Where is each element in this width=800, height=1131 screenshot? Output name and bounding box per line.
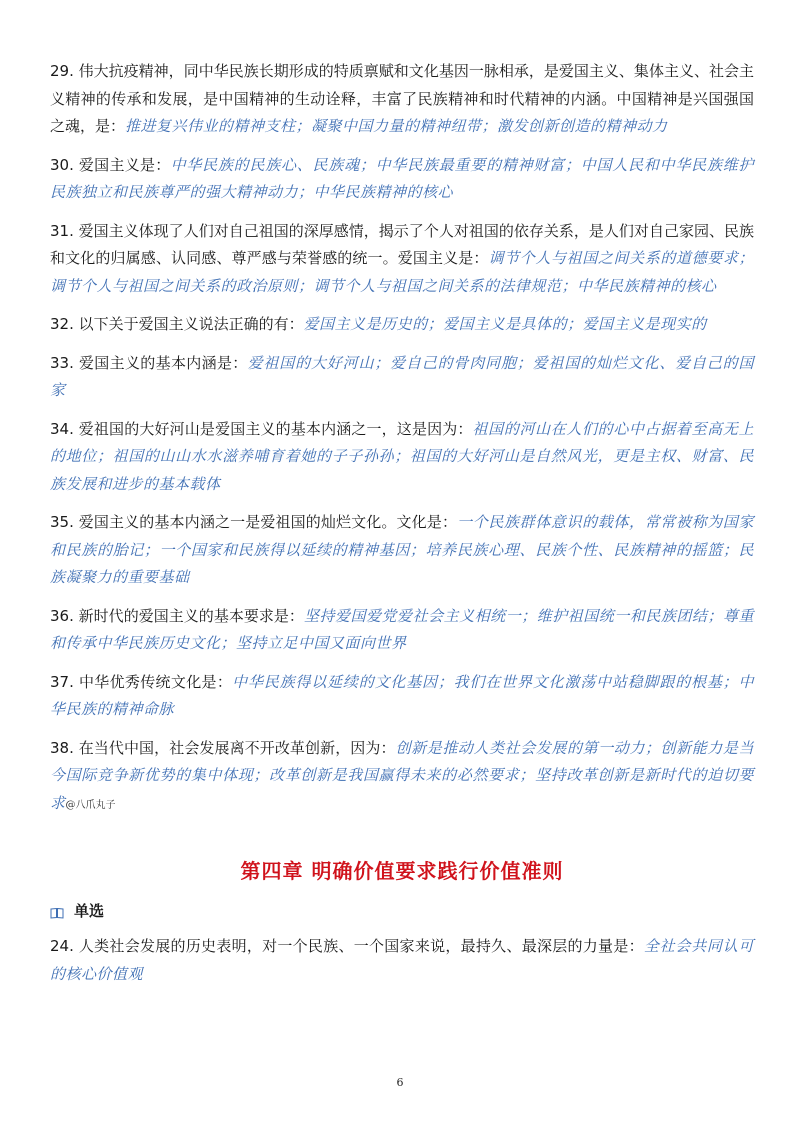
qa-item-38: [50, 735, 754, 820]
answer-text: 一个民族群体意识的载体，常常被称为国家和民族的胎记；一个国家和民族得以延续的精神基因；培养民族心理、民族个性、民族精神的摇篮；民族凝聚力的重要基础: [50, 513, 754, 586]
qa-item-37: [50, 669, 754, 724]
qa-item-30: [50, 152, 754, 207]
answer-text: 中华民族的民族心、民族魂；中华民族最重要的精神财富；中国人民和中华民族维护民族独立和民族尊严的强大精神动力；中华民族精神的核心: [50, 155, 754, 201]
question-text: 35. 爱国主义的基本内涵之一是爱祖国的灿烂文化。文化是：: [50, 513, 458, 531]
watermark-text: @八爪丸子: [65, 799, 116, 811]
question-text: 24. 人类社会发展的历史表明，对一个民族、一个国家来说，最持久、最深层的力量是：: [50, 937, 644, 955]
section-heading: [50, 900, 754, 921]
answer-text: 爱祖国的大好河山；爱自己的骨肉同胞；爱祖国的灿烂文化、爱自己的国家: [50, 353, 754, 399]
document-page: [50, 58, 754, 999]
question-text: 29. 伟大抗疫精神，同中华民族长期形成的特质禀赋和文化基因一脉相承，是爱国主义、集体主义、社会主义精神的传承和发展，是中国精神的生动诠释，丰富了民族精神和时代精神的内涵。中国精神是兴国强国之魂，是：: [50, 62, 754, 135]
question-text: 37. 中华优秀传统文化是：: [50, 672, 233, 691]
answer-text: 调节个人与祖国之间关系的道德要求；调节个人与祖国之间关系的政治原则；调节个人与祖国之间关系的法律规范；中华民族精神的核心: [50, 249, 754, 295]
qa-item-33: [50, 350, 754, 405]
qa-item-31: [50, 218, 754, 301]
question-text: 38. 在当代中国，社会发展离不开改革创新，因为：: [50, 738, 396, 757]
qa-item-34: [50, 416, 754, 499]
book-icon: [50, 905, 64, 917]
section-label: 单选: [74, 902, 105, 920]
chapter-title: 第四章 明确价值要求践行价值准则: [240, 859, 564, 883]
question-text: 32. 以下关于爱国主义说法正确的有：: [50, 315, 304, 333]
question-text: 30. 爱国主义是：: [50, 155, 171, 174]
answer-text: 祖国的河山在人们的心中占据着至高无上的地位；祖国的山山水水滋养哺育着她的子子孙孙；祖国的大好河山是自然风光，更是主权、财富、民族发展和进步的基本载体: [50, 419, 754, 493]
qa-item-29: [50, 58, 754, 141]
qa-item-36: [50, 603, 754, 658]
question-text: 31. 爱国主义体现了人们对自己祖国的深厚感情，揭示了个人对祖国的依存关系，是人们对自己家园、民族和文化的归属感、认同感、尊严感与荣誉感的统一。爱国主义是：: [50, 221, 754, 267]
answer-text: 全社会共同认可的核心价值观: [50, 937, 754, 983]
answer-text: 创新是推动人类社会发展的第一动力；创新能力是当今国际竞争新优势的集中体现；改革创新是我国赢得未来的必然要求；坚持改革创新是新时代的迫切要求: [50, 738, 754, 812]
answer-text: 爱国主义是历史的；爱国主义是具体的；爱国主义是现实的: [303, 315, 707, 333]
page-number: 6: [396, 1076, 404, 1089]
qa-item-24: [50, 933, 754, 988]
answer-text: 坚持爱国爱党爱社会主义相统一；维护祖国统一和民族团结；尊重和传承中华民族历史文化；坚持立足中国又面向世界: [50, 606, 754, 652]
question-text: 33. 爱国主义的基本内涵是：: [50, 353, 248, 372]
question-text: 36. 新时代的爱国主义的基本要求是：: [50, 606, 304, 625]
qa-item-32: [50, 311, 754, 339]
question-text: 34. 爱祖国的大好河山是爱国主义的基本内涵之一，这是因为：: [50, 419, 473, 438]
qa-item-35: [50, 509, 754, 592]
answer-text: 推进复兴伟业的精神支柱；凝聚中国力量的精神纽带；激发创新创造的精神动力: [125, 117, 668, 135]
answer-text: 中华民族得以延续的文化基因；我们在世界文化激荡中站稳脚跟的根基；中华民族的精神命脉: [50, 672, 754, 718]
